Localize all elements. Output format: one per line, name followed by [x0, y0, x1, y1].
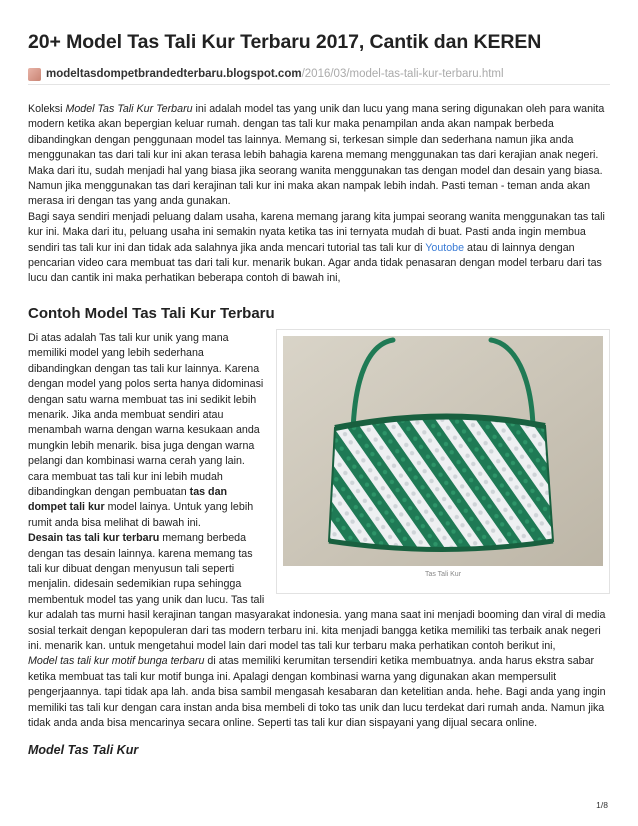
bag-photo	[283, 336, 603, 566]
figure	[276, 329, 610, 594]
body-text: Di atas adalah Tas tali kur unik yang mana memiliki model yang lebih sederhana dibandingkan dengan tas tali kur lainnya. Karena dengan model yang polos serta hanya didominasi dengan satu warna membuat tas ini sedikit lebih menarik. Jika anda membuat sendiri atau menambah warna dengan warna kesukaan anda mungkin lebih menarik. bisa juga dengan warna pelangi dan kombinasi warna cerah yang lain. cara membuat tas tali kur ini lebih mudah dibandingkan dengan pembuatan	[28, 331, 264, 498]
body-text: di atas memiliki kerumitan tersendiri ketika membuatnya. anda harus ekstra sabar ketika membuat tas tali kur motif bunga ini. Apalagi dengan kombinasi warna yang digunakan akan mempersulit pengerjaannya. tapi tidak apa lah. anda bisa sambil mengasah kesabaran dan ketelitian anda. hehe. Bagi anda yang ingin memiliki tas tali kur dengan cara instan anda bisa membeli di toko tas unik dan lucu terdekat dari rumah anda. Namun jika tidak anda anda bisa mencarinya secara online. Seperti tas tali kur dian sispayani yang dijual secara online.	[28, 655, 606, 730]
bold-keyword: tas dan dompet tali kur	[28, 485, 228, 514]
article-title: 20+ Model Tas Tali Kur Terbaru 2017, Cantik dan KEREN	[28, 31, 542, 53]
figure-caption: Tas Tali Kur	[424, 570, 462, 578]
intro-paragraph-2	[28, 210, 610, 287]
intro-text: Bagi saya sendiri menjadi peluang dalam usaha, karena memang jarang kita jumpai seorang wanita menggunakan tas tali kur ini. Maka dari itu, peluang usaha ini semakin nyata ketika tas ini ternyata mudah di buat. Pasti anda ingin membua sendiri tas tali kur ini dan tidak ada salahnya jika anda mencari tutorial tas tali kur di	[28, 210, 605, 254]
intro-text: atau di lainnya dengan pencarian video cara membuat tas dari tali kur. menarik bukan. Agar anda tidak penasaran dengan model terbaru dari tas lucu dan cantik ini maka perhatikan beberapa contoh di bawah ini,	[28, 241, 602, 285]
document-page	[28, 30, 610, 757]
section-paragraph-3	[28, 654, 610, 731]
intro	[28, 102, 610, 287]
intro-emphasis: Model Tas Tali Kur Terbaru	[65, 103, 193, 115]
author-avatar	[28, 68, 41, 81]
intro-text: ini adalah model tas yang unik dan lucu yang mana sering digunakan oleh para wanita modern ketika akan bepergian keluar rumah. dengan tas tali kur maka penampilan anda akan nampak berbeda dibandingkan dengan penggunaan model tas lainnya. Memang si, terkesan simple dan sederhana namun jika anda menggunakan tas dari tali kur ini akan terasa lebih bahagia karena memang menggunakan tas dari kerajian anak negeri. Maka dari itu, sudah menjadi hal yang biasa jika seorang wanita menggunakan tas dengan model dan desain yang biasa. Namun jika menggunakan tas dari kerajinan tali kur ini maka akan nampak lebih indah. Pasti teman - teman anda akan merasa iri dengan tas yang anda gunakan.	[28, 103, 605, 208]
body-text: model lainya. Untuk yang lebih rumit anda bisa melihat di bawah ini.	[28, 501, 254, 529]
subsection-heading: Model Tas Tali Kur	[28, 743, 139, 758]
bold-keyword: Desain tas tali kur terbaru	[28, 532, 160, 545]
youtube-link[interactable]: Youtobe	[425, 241, 465, 254]
section-body	[28, 331, 610, 732]
body-text: memang berbeda dengan tas desain lainnya. karena memang tas tali kur dibuat dengan menyusun tali seperti menjalin. didesain sedemikian rupa sehingga membentuk model tas yang unik dan lucu. Tas tali kur adalah tas murni hasil kerajinan tangan masyarakat indonesia. yang mana saat ini menjadi booming dan viral di media sosial terkait dengan kepopuleran dari tas modern terbaru ini. kita menjadi bangga ketika memiliki tas terbaik anak negeri ini. menarik kan. untuk mengetahui model lain dari model tas tali kur terbaru maka perhatikan contoh berikut ini,	[28, 532, 606, 652]
page-number: 1/8	[596, 800, 608, 810]
source-line	[28, 64, 610, 85]
italic-keyword: Model tas tali kur motif bunga terbaru	[28, 655, 205, 668]
section-heading: Contoh Model Tas Tali Kur Terbaru	[28, 304, 275, 322]
source-domain[interactable]: modeltasdompetbrandedterbaru.blogspot.com	[46, 68, 302, 80]
source-path[interactable]: /2016/03/model-tas-tali-kur-terbaru.html	[301, 68, 504, 80]
intro-paragraph-1	[28, 102, 610, 210]
intro-text: Koleksi	[28, 103, 66, 115]
